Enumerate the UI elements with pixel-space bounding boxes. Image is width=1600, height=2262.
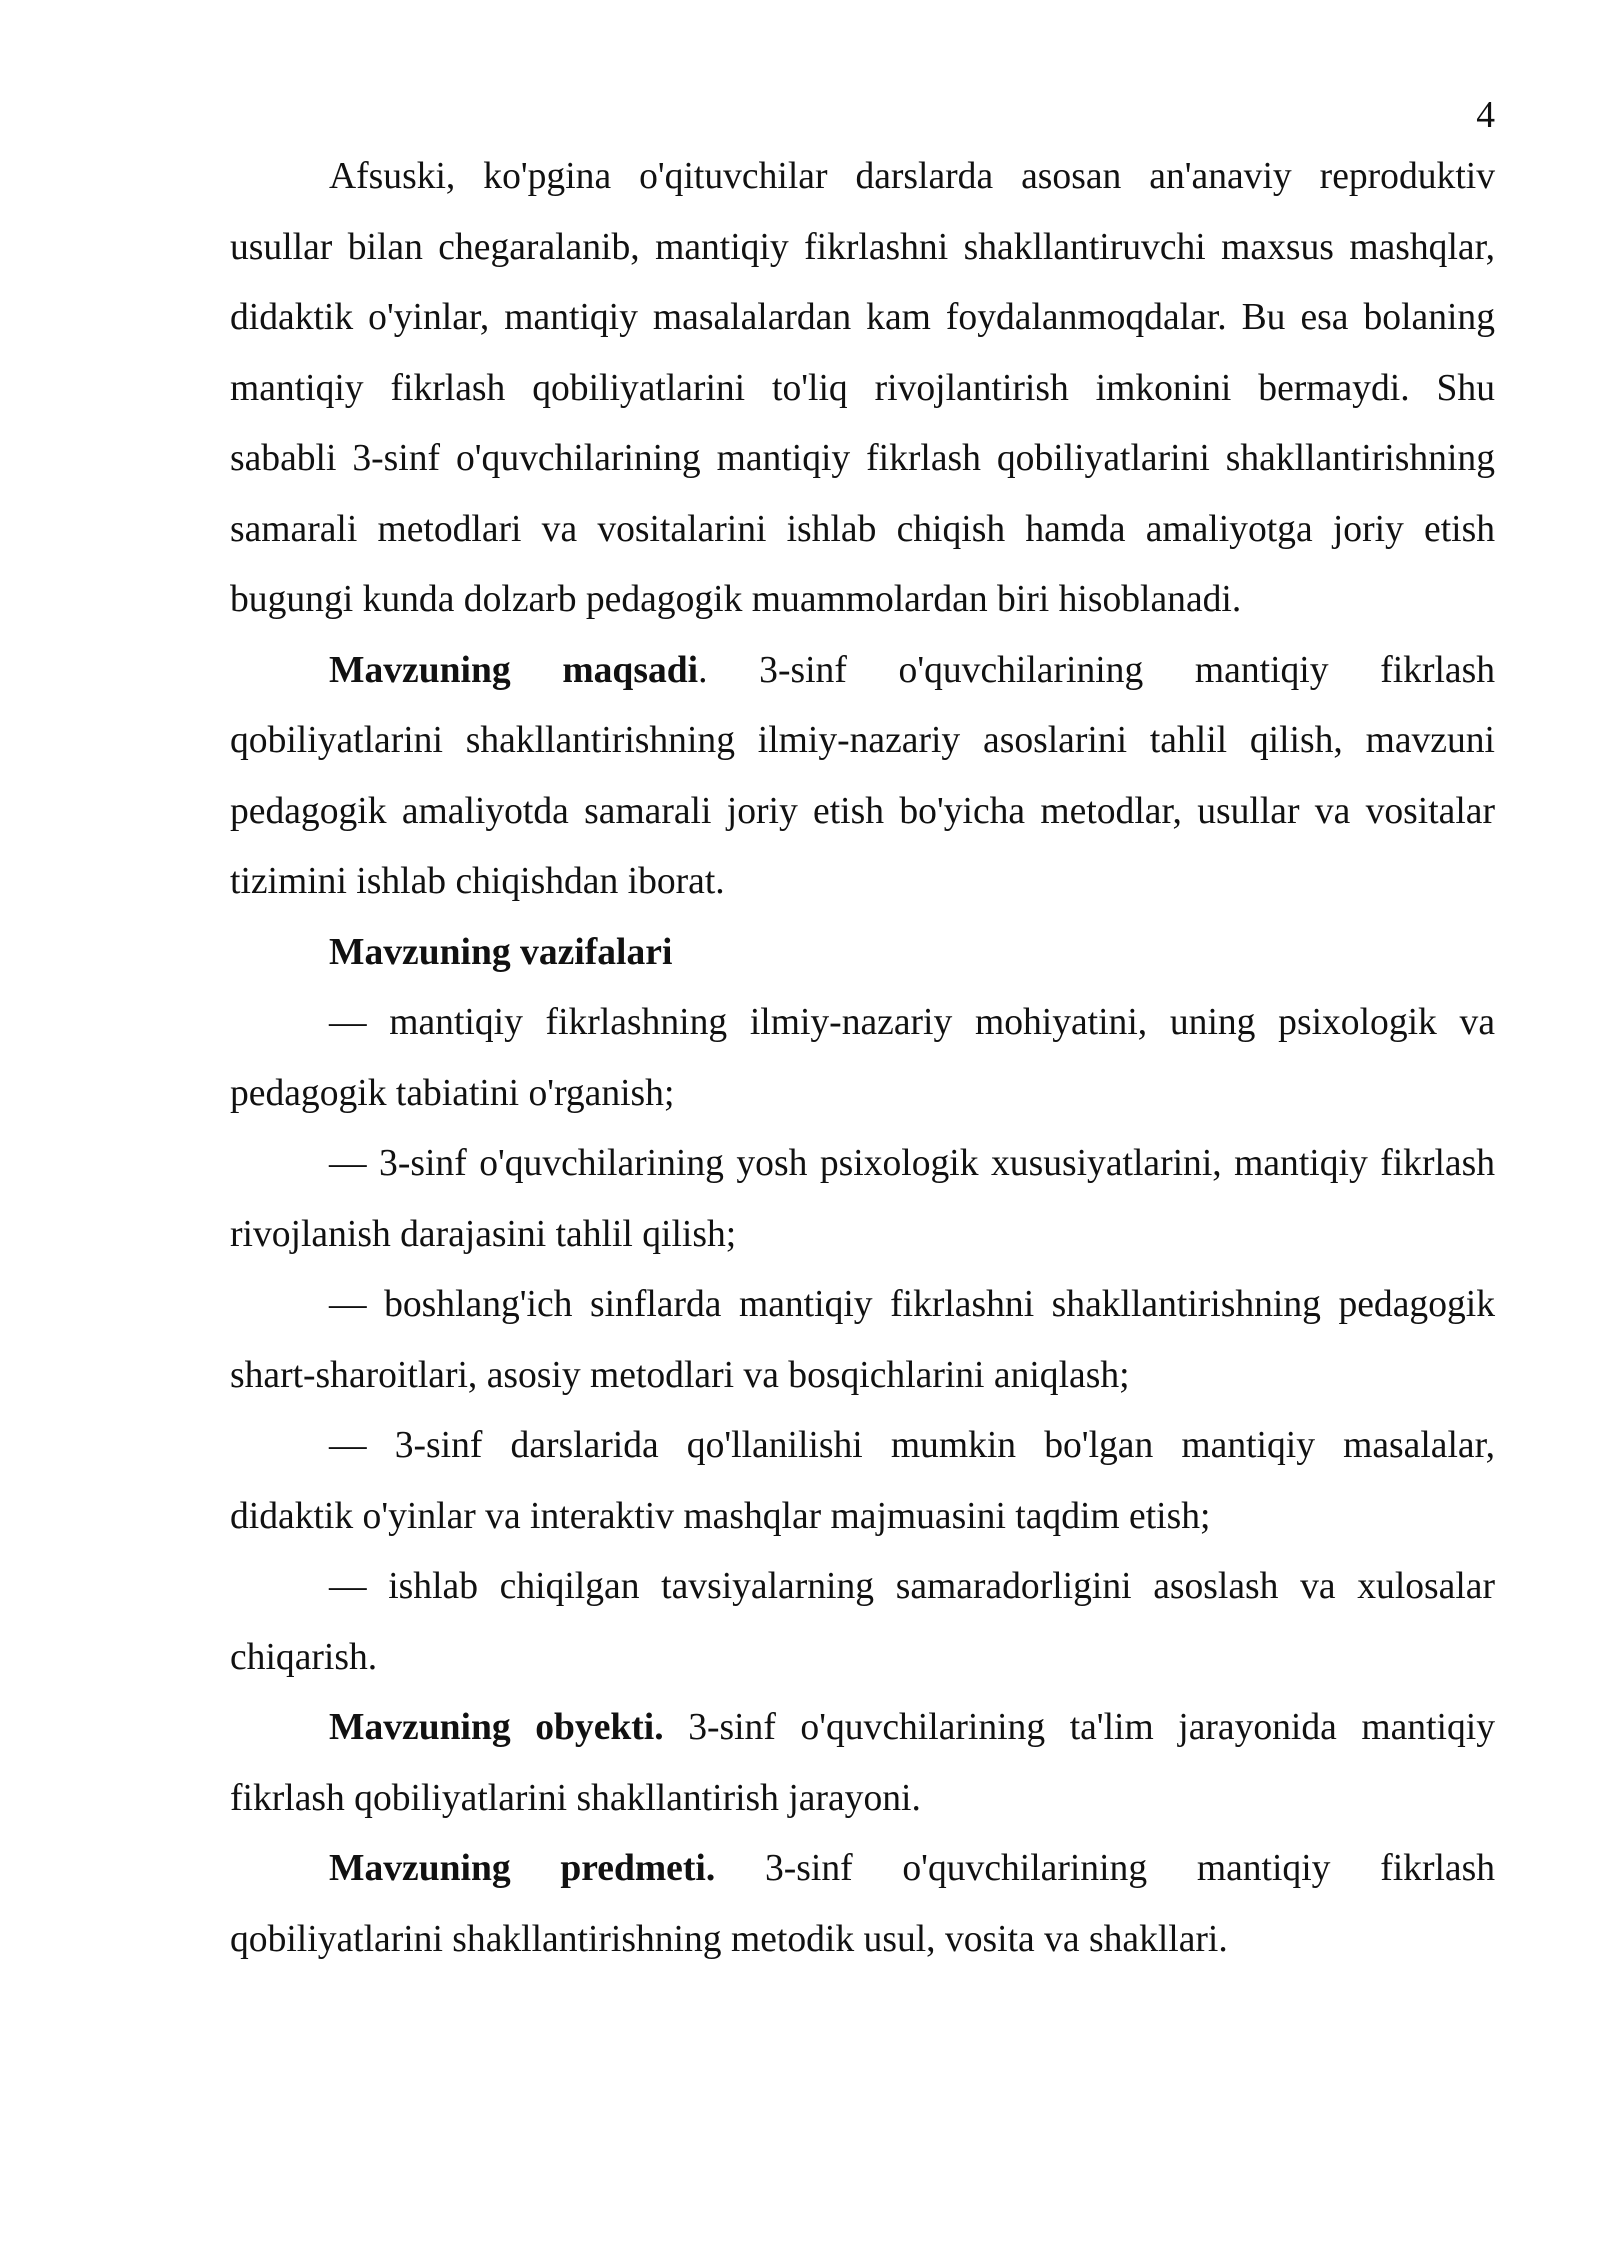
subject-label: Mavzuning predmeti.: [329, 1848, 716, 1889]
text-line: didaktik o'yinlar va interaktiv mashqlar majmuasini taqdim etish;: [230, 1495, 1211, 1537]
text-line: — 3-sinf darslarida qo'llanilishi mumkin bo'lgan mantiqiy masalalar,: [329, 1425, 1495, 1466]
text-line: pedagogik amaliyotda samarali joriy etish bo'yicha metodlar, usullar va vositalar: [230, 790, 1495, 832]
goal-label: Mavzuning maqsadi: [329, 649, 699, 691]
text-line: pedagogik tabiatini o'rganish;: [230, 1072, 675, 1114]
text-line: tizimini ishlab chiqishdan iborat.: [230, 861, 725, 902]
text-line: qobiliyatlarini shakllantirishning ilmiy-nazariy asoslarini tahlil qilish, mavzuni: [230, 720, 1495, 761]
text-line: bugungi kunda dolzarb pedagogik muammolardan biri hisoblanadi.: [230, 579, 1242, 620]
intro-paragraph: [230, 142, 1495, 636]
task-item: [230, 988, 1495, 1129]
text-line: mantiqiy fikrlash qobiliyatlarini to'liq rivojlantirish imkonini bermaydi. Shu: [230, 367, 1495, 409]
text-line: [230, 1693, 1495, 1764]
text-line: [230, 1834, 1495, 1905]
object-paragraph: [230, 1693, 1495, 1834]
text-line: — boshlang'ich sinflarda mantiqiy fikrlashni shakllantirishning pedagogik: [329, 1284, 1495, 1325]
text-line: — ishlab chiqilgan tavsiyalarning samaradorligini asoslash va xulosalar: [329, 1566, 1495, 1607]
task-item: [230, 1411, 1495, 1552]
text-line: rivojlanish darajasini tahlil qilish;: [230, 1213, 737, 1255]
page-number: 4: [1476, 95, 1495, 136]
text-line: sababli 3-sinf o'quvchilarining mantiqiy fikrlash qobiliyatlarini shakllantirishning: [230, 438, 1495, 479]
task-item: [230, 1129, 1495, 1270]
text-line: — mantiqiy fikrlashning ilmiy-nazariy mohiyatini, uning psixologik va: [329, 1002, 1495, 1043]
text-line: chiqarish.: [230, 1636, 378, 1678]
text-line: [230, 636, 1495, 707]
text-line: qobiliyatlarini shakllantirishning metodik usul, vosita va shakllari.: [230, 1918, 1228, 1960]
text-line: shart-sharoitlari, asosiy metodlari va bosqichlarini aniqlash;: [230, 1354, 1130, 1396]
text-line: Afsuski, ko'pgina o'qituvchilar darslarda asosan an'anaviy reproduktiv: [329, 156, 1495, 197]
tasks-heading: Mavzuning vazifalari: [329, 931, 673, 973]
line-text: 3-sinf o'quvchilarining mantiqiy fikrlash: [764, 1848, 1495, 1889]
task-item: [230, 1552, 1495, 1693]
goal-paragraph: [230, 636, 1495, 918]
text-line: usullar bilan chegaralanib, mantiqiy fikrlashni shakllantiruvchi maxsus mashqlar,: [230, 226, 1495, 268]
section-heading: [230, 918, 1495, 989]
text-line: didaktik o'yinlar, mantiqiy masalalardan kam foydalanmoqdalar. Bu esa bolaning: [230, 297, 1495, 338]
task-item: [230, 1270, 1495, 1411]
line-text: . 3-sinf o'quvchilarining mantiqiy fikrlash: [698, 649, 1496, 691]
text-line: fikrlash qobiliyatlarini shakllantirish jarayoni.: [230, 1777, 921, 1819]
object-label: Mavzuning obyekti.: [329, 1707, 664, 1748]
line-text: 3-sinf o'quvchilarining ta'lim jarayonida mantiqiy: [688, 1707, 1495, 1748]
page-body: [230, 142, 1495, 1975]
subject-paragraph: [230, 1834, 1495, 1975]
text-line: samarali metodlari va vositalarini ishlab chiqish hamda amaliyotga joriy etish: [230, 508, 1495, 550]
text-line: — 3-sinf o'quvchilarining yosh psixologik xususiyatlarini, mantiqiy fikrlash: [329, 1143, 1495, 1184]
